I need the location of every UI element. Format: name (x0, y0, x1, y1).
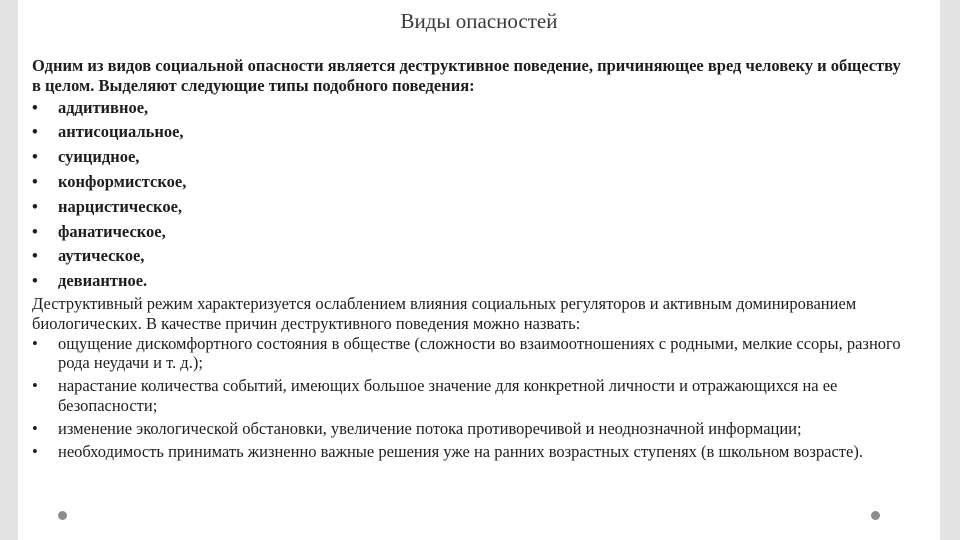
causes-list (32, 334, 912, 462)
list-item: • суицидное, (32, 145, 912, 170)
slide-title: Виды опасностей (400, 9, 558, 33)
list-item: • конформистское, (32, 170, 912, 195)
list-item: • аддитивное, (32, 96, 912, 121)
list-item: • фанатическое, (32, 220, 912, 245)
list-item: • нарастание количества событий, имеющих большое значение для конкретной личности и отражающихся на ее безопасности; (32, 376, 912, 416)
slide-content (32, 56, 912, 464)
decorative-dot-right (871, 511, 880, 520)
list-item: • аутическое, (32, 244, 912, 269)
slide (18, 0, 940, 540)
list-item: • ощущение дискомфортного состояния в обществе (сложности во взаимоотношениях с родными, мелкие ссоры, разного рода неудачи и т. д.); (32, 334, 912, 374)
behavior-types-list (32, 96, 912, 294)
list-item: • девиантное. (32, 269, 912, 294)
decorative-dot-left (58, 511, 67, 520)
list-item: • антисоциальное, (32, 120, 912, 145)
list-item: • нарцистическое, (32, 195, 912, 220)
list-item: • необходимость принимать жизненно важные решения уже на ранних возрастных ступенях (в школьном возрасте). (32, 442, 912, 462)
intro-text: Одним из видов социальной опасности является деструктивное поведение, причиняющее вред человеку и обществу в целом. Выделяют следующие типы подобного поведения: (32, 56, 901, 95)
description-paragraph: Деструктивный режим характеризуется ослаблением влияния социальных регуляторов и активным доминированием биологических. В качестве причин деструктивного поведения можно назвать: (32, 293, 857, 333)
list-item: • изменение экологической обстановки, увеличение потока противоречивой и неоднозначной информации; (32, 419, 912, 439)
